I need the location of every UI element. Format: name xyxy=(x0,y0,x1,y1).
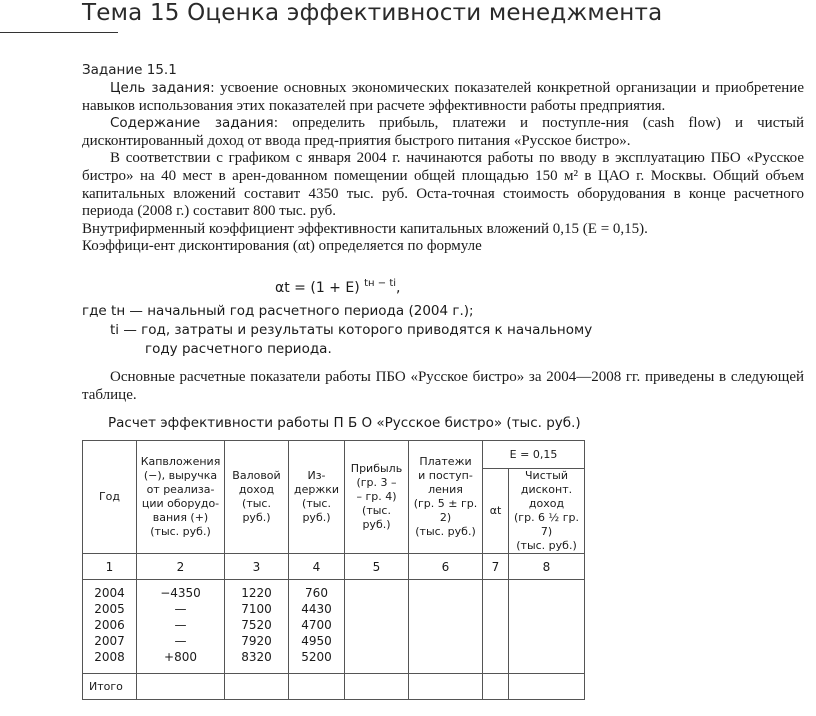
npv-cell xyxy=(509,580,585,674)
coefficient-paragraph: Внутрифирменный коэффициент эффективности капитальных вложений 0,15 (E = 0,15). xyxy=(82,220,648,237)
goal-paragraph xyxy=(82,80,804,115)
formula-tail: , xyxy=(396,280,401,296)
title-underline xyxy=(0,32,118,33)
column-number: 1 xyxy=(83,554,137,580)
formula-legend xyxy=(82,302,622,359)
profit-cell xyxy=(345,580,409,674)
task-label: Задание 15.1 xyxy=(82,62,177,78)
page-title: Тема 15 Оценка эффективности менеджмента xyxy=(82,0,663,26)
header-alpha: αt xyxy=(483,469,509,554)
context-paragraph: В соответствии с графиком с января 2004 г. начинаются работы по вводу в эксплуатацию ПБО «Русское бистро» на 40 мест в арен-дованном помещении общей площадью 150 м² в ЦАО г. Москвы. Общий объем капитальных вложений составит 4350 тыс. руб. Оста-точная стоимость оборудования в конце расчетного периода (2008 г.) составит 800 тыс. руб. xyxy=(82,150,804,220)
column-number: 2 xyxy=(137,554,225,580)
column-number: 7 xyxy=(483,554,509,580)
header-e-group: E = 0,15 xyxy=(483,441,585,469)
year-cell: 2004 2005 2006 2007 2008 xyxy=(83,580,137,674)
total-cell xyxy=(137,674,225,700)
goal-label: Цель задания: xyxy=(110,80,215,96)
legend-line-2: ti — год, затраты и результаты которого приводятся к начальному xyxy=(110,322,593,338)
total-cell xyxy=(225,674,289,700)
formula-lhs: αt xyxy=(275,280,290,296)
task-description xyxy=(82,80,804,256)
column-number: 6 xyxy=(409,554,483,580)
content-label: Содержание задания: xyxy=(110,115,279,132)
header-year: Год xyxy=(83,441,137,554)
legend-line-3: году расчетного периода. xyxy=(145,341,332,357)
cashflow-cell xyxy=(409,580,483,674)
header-gross-income: Валовой доход (тыс. руб.) xyxy=(225,441,289,554)
efficiency-table xyxy=(82,440,585,700)
formula-base: = (1 + E) xyxy=(294,280,360,296)
total-cell xyxy=(289,674,345,700)
column-number: 8 xyxy=(509,554,585,580)
capex-cell: −4350 — — — +800 xyxy=(137,580,225,674)
discount-paragraph: Коэффици-ент дисконтирования (αt) определяется по формуле xyxy=(82,238,482,255)
column-number: 4 xyxy=(289,554,345,580)
total-cell xyxy=(509,674,585,700)
column-number: 5 xyxy=(345,554,409,580)
total-cell xyxy=(345,674,409,700)
header-capex: Капвложения (−), выручка от реализа- ции оборудо- вания (+) (тыс. руб.) xyxy=(137,441,225,554)
legend-line-1: где tн — начальный год расчетного периода (2004 г.); xyxy=(82,303,474,319)
total-row xyxy=(83,674,585,700)
table-data-row xyxy=(83,580,585,674)
content-paragraph xyxy=(82,115,804,150)
gross-income-cell: 1220 7100 7520 7920 8320 xyxy=(225,580,289,674)
header-cashflow: Платежи и поступ- ления (гр. 5 ± гр. 2) (тыс. руб.) xyxy=(409,441,483,554)
column-number-row xyxy=(83,554,585,580)
total-cell xyxy=(483,674,509,700)
header-npv: Чистый дисконт. доход (гр. 6 ½ гр. 7) (тыс. руб.) xyxy=(509,469,585,554)
alpha-cell xyxy=(483,580,509,674)
summary-paragraph: Основные расчетные показатели работы ПБО «Русское бистро» за 2004—2008 гг. приведены в следующей таблице. xyxy=(82,369,804,403)
header-costs: Из- держки (тыс. руб.) xyxy=(289,441,345,554)
content-text: определить прибыль, платежи и поступле-ния (cash flow) и чистый дисконтированный доход от ввода пред-приятия быстрого питания «Русское бистро». xyxy=(82,115,805,149)
total-cell xyxy=(409,674,483,700)
discount-formula xyxy=(275,278,400,296)
header-profit: Прибыль (гр. 3 – – гр. 4) (тыс. руб.) xyxy=(345,441,409,554)
goal-text: усвоение основных экономических показателей конкретной организации и приобретение навыков использования этих показателей при расчете эффективности работы предприятия. xyxy=(82,80,804,114)
table-caption: Расчет эффективности работы П Б О «Русское бистро» (тыс. руб.) xyxy=(108,415,581,431)
formula-exponent: tн − ti xyxy=(364,278,397,289)
total-label: Итого xyxy=(83,674,137,700)
column-number: 3 xyxy=(225,554,289,580)
costs-cell: 760 4430 4700 4950 5200 xyxy=(289,580,345,674)
